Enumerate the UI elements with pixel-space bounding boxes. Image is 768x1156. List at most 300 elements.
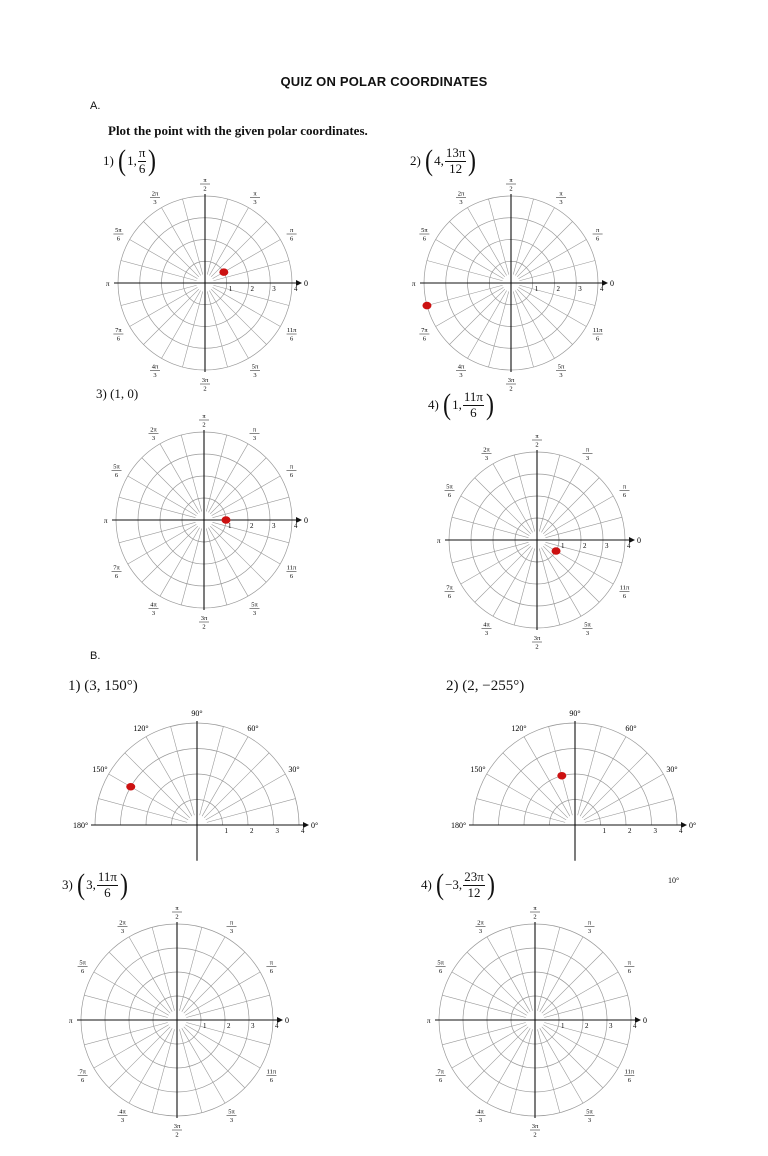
svg-text:2: 2 bbox=[509, 385, 513, 393]
degree-label: 120° bbox=[133, 724, 149, 734]
grid-spoke bbox=[580, 737, 626, 817]
svg-text:6: 6 bbox=[438, 1077, 443, 1084]
radian-label bbox=[227, 1108, 237, 1124]
svg-text:5π: 5π bbox=[113, 463, 120, 471]
radius-label: 2 bbox=[250, 285, 254, 293]
svg-text:5π: 5π bbox=[421, 227, 428, 234]
svg-text:3π: 3π bbox=[531, 1123, 539, 1130]
svg-text:6: 6 bbox=[80, 968, 85, 975]
radian-label bbox=[530, 1123, 540, 1139]
svg-text:6: 6 bbox=[422, 335, 427, 343]
grid-spoke bbox=[461, 496, 530, 536]
svg-text:2π: 2π bbox=[477, 919, 484, 927]
svg-text:6: 6 bbox=[269, 1077, 274, 1084]
svg-text:3π: 3π bbox=[173, 1123, 181, 1130]
svg-text:4π: 4π bbox=[151, 363, 159, 371]
radius-label: 2 bbox=[628, 827, 632, 835]
radius-label: 2 bbox=[250, 522, 254, 530]
radian-label bbox=[476, 1108, 486, 1124]
open-paren: ( bbox=[118, 144, 127, 177]
svg-text:7π: 7π bbox=[113, 564, 120, 572]
svg-text:6: 6 bbox=[289, 573, 294, 580]
svg-text:2: 2 bbox=[203, 385, 207, 393]
radius-label: 4 bbox=[633, 1022, 637, 1030]
grid-spoke bbox=[130, 240, 198, 279]
radian-label bbox=[532, 433, 542, 449]
svg-text:3: 3 bbox=[585, 629, 590, 637]
radian-label bbox=[199, 413, 209, 429]
svg-text:5π: 5π bbox=[557, 363, 565, 371]
problem-number: 1) bbox=[103, 153, 114, 168]
svg-text:π: π bbox=[202, 413, 206, 420]
svg-text:3: 3 bbox=[252, 435, 257, 443]
grid-spoke bbox=[545, 496, 614, 536]
svg-text:6: 6 bbox=[447, 593, 452, 600]
radius-label: 4 bbox=[301, 827, 305, 835]
radian-label bbox=[619, 585, 629, 601]
radius-value: 3, bbox=[86, 877, 96, 892]
svg-text:5π: 5π bbox=[115, 227, 122, 234]
svg-text:6: 6 bbox=[622, 492, 627, 499]
svg-text:3: 3 bbox=[151, 435, 156, 443]
grid-spoke bbox=[212, 476, 281, 516]
degree-label: 60° bbox=[625, 724, 637, 734]
svg-text:3π: 3π bbox=[507, 377, 515, 384]
grid-spoke bbox=[452, 1025, 527, 1068]
svg-text:2π: 2π bbox=[483, 446, 490, 454]
pi-label: π bbox=[437, 537, 441, 545]
plotted-point bbox=[219, 268, 228, 276]
svg-text:2: 2 bbox=[175, 913, 179, 921]
radian-label bbox=[112, 565, 122, 581]
zero-degree-label: 0° bbox=[311, 821, 319, 830]
coordinates-text: (3, 150°) bbox=[84, 678, 138, 694]
radian-label bbox=[118, 1108, 128, 1124]
close-paren: ) bbox=[486, 868, 495, 901]
grid-spoke bbox=[461, 544, 530, 584]
radian-label bbox=[78, 1069, 88, 1085]
problem-number: 3) bbox=[62, 877, 73, 892]
grid-spoke bbox=[182, 1028, 225, 1103]
radian-label bbox=[445, 585, 455, 601]
radian-label bbox=[619, 484, 629, 500]
pi-label: π bbox=[104, 517, 108, 525]
grid-spoke bbox=[468, 208, 507, 276]
pi-label: π bbox=[412, 280, 416, 288]
grid-spoke bbox=[130, 287, 198, 326]
radius-label: 1 bbox=[602, 827, 606, 835]
radian-label bbox=[456, 364, 466, 380]
radian-label bbox=[530, 905, 540, 921]
radian-label bbox=[113, 227, 123, 243]
one-eighty-label: 180° bbox=[451, 821, 467, 830]
svg-text:3: 3 bbox=[587, 928, 592, 936]
svg-text:6: 6 bbox=[116, 235, 121, 243]
plotted-point bbox=[422, 302, 431, 310]
svg-text:5π: 5π bbox=[228, 1108, 235, 1116]
polar-grid-a3 bbox=[76, 392, 332, 648]
problem-number: 2) bbox=[446, 678, 459, 694]
radius-label: 3 bbox=[272, 522, 276, 530]
plotted-point bbox=[222, 516, 231, 524]
grid-spoke bbox=[94, 1025, 169, 1068]
angle-fraction: $\frac{\pi}{6}$ bbox=[138, 145, 146, 176]
grid-spoke bbox=[487, 774, 567, 820]
radius-label: 4 bbox=[627, 542, 631, 550]
svg-text:π: π bbox=[203, 177, 207, 184]
svg-text:6: 6 bbox=[289, 335, 294, 343]
svg-text:7π: 7π bbox=[421, 327, 428, 334]
grid-spoke bbox=[584, 774, 664, 820]
radius-label: 1 bbox=[224, 827, 228, 835]
svg-text:2π: 2π bbox=[457, 190, 465, 198]
svg-text:11π: 11π bbox=[619, 584, 630, 592]
grid-spoke bbox=[162, 208, 201, 276]
radian-label bbox=[200, 377, 210, 393]
radius-label: 1 bbox=[561, 1022, 565, 1030]
svg-text:5π: 5π bbox=[446, 483, 453, 491]
radian-label bbox=[583, 621, 593, 637]
svg-text:2: 2 bbox=[533, 1131, 537, 1139]
grid-spoke bbox=[162, 291, 201, 359]
svg-text:π: π bbox=[627, 959, 632, 967]
radian-label bbox=[287, 327, 297, 343]
svg-text:π: π bbox=[175, 905, 179, 912]
svg-text:6: 6 bbox=[622, 593, 627, 600]
svg-text:3: 3 bbox=[229, 1116, 234, 1124]
svg-text:5π: 5π bbox=[251, 363, 259, 371]
radius-label: 4 bbox=[275, 1022, 279, 1030]
radius-label: 2 bbox=[250, 827, 254, 835]
radius-label: 1 bbox=[228, 522, 232, 530]
svg-text:7π: 7π bbox=[446, 584, 453, 592]
radius-label: 1 bbox=[203, 1022, 207, 1030]
radian-label bbox=[286, 565, 296, 581]
coordinates-text: (2, −255°) bbox=[462, 678, 525, 694]
plotted-point bbox=[126, 783, 135, 791]
radius-value: 1, bbox=[452, 397, 462, 412]
svg-text:4π: 4π bbox=[457, 363, 465, 371]
svg-text:3: 3 bbox=[484, 455, 489, 463]
zero-label: 0 bbox=[304, 516, 308, 525]
radian-label bbox=[199, 615, 209, 631]
svg-text:3: 3 bbox=[229, 928, 234, 936]
svg-text:π: π bbox=[252, 426, 257, 434]
svg-text:3: 3 bbox=[253, 372, 257, 380]
plotted-point bbox=[557, 772, 566, 780]
grid-spoke bbox=[541, 548, 581, 617]
degree-label: 90° bbox=[191, 709, 203, 718]
section-b-label: B. bbox=[90, 650, 101, 662]
radius-value: 1, bbox=[127, 153, 137, 168]
radian-label bbox=[436, 1069, 446, 1085]
radian-label bbox=[436, 960, 446, 976]
zero-label: 0 bbox=[643, 1016, 647, 1025]
radius-label: 3 bbox=[578, 285, 582, 293]
open-paren: ( bbox=[425, 144, 434, 177]
radius-label: 1 bbox=[561, 542, 565, 550]
svg-text:6: 6 bbox=[595, 335, 600, 343]
svg-text:π: π bbox=[585, 446, 590, 454]
grid-spoke bbox=[543, 972, 618, 1015]
radian-label bbox=[149, 427, 159, 443]
svg-text:2π: 2π bbox=[150, 426, 157, 434]
svg-text:π: π bbox=[622, 483, 627, 491]
open-paren: ( bbox=[436, 868, 445, 901]
grid-spoke bbox=[487, 937, 530, 1012]
angle-fraction: $\frac{13\pi}{12}$ bbox=[445, 145, 466, 176]
radian-label bbox=[112, 464, 122, 480]
radian-label bbox=[532, 635, 542, 651]
problem-number: 2) bbox=[410, 153, 421, 168]
grid-spoke bbox=[519, 240, 587, 279]
grid-spoke bbox=[487, 1028, 530, 1103]
coordinates-text: (1, 0) bbox=[110, 386, 139, 401]
svg-text:π: π bbox=[595, 227, 600, 234]
svg-text:7π: 7π bbox=[79, 1068, 86, 1076]
svg-text:2: 2 bbox=[535, 441, 539, 449]
grid-spoke bbox=[209, 291, 248, 359]
radius-label: 3 bbox=[275, 827, 279, 835]
svg-text:3: 3 bbox=[151, 609, 156, 617]
open-paren: ( bbox=[77, 868, 86, 901]
problem-number: 4) bbox=[428, 397, 439, 412]
one-eighty-label: 180° bbox=[73, 821, 89, 830]
radian-label bbox=[556, 190, 566, 206]
svg-text:2: 2 bbox=[202, 421, 206, 429]
degree-label: 60° bbox=[247, 724, 259, 734]
svg-text:11π: 11π bbox=[266, 1068, 277, 1076]
grid-spoke bbox=[541, 464, 581, 533]
grid-spoke bbox=[212, 524, 281, 564]
grid-spoke bbox=[540, 937, 583, 1012]
radian-label bbox=[585, 920, 595, 936]
svg-text:π: π bbox=[229, 919, 234, 927]
radian-label bbox=[172, 1123, 182, 1139]
pi-label: π bbox=[106, 280, 110, 288]
grid-spoke bbox=[436, 287, 504, 326]
grid-spoke bbox=[202, 737, 248, 817]
radian-label bbox=[482, 621, 492, 637]
radius-label: 4 bbox=[294, 522, 298, 530]
section-a-label: A. bbox=[90, 100, 101, 112]
radian-label bbox=[250, 427, 260, 443]
radius-label: 1 bbox=[534, 285, 539, 293]
svg-text:6: 6 bbox=[422, 235, 427, 243]
grid-spoke bbox=[540, 1028, 583, 1103]
radian-label bbox=[172, 905, 182, 921]
grid-spoke bbox=[160, 528, 200, 597]
svg-text:11π: 11π bbox=[286, 327, 297, 334]
radius-label: 4 bbox=[294, 285, 298, 293]
angle-fraction: $\frac{11\pi}{6}$ bbox=[463, 389, 483, 420]
radius-label: 2 bbox=[556, 285, 560, 293]
svg-text:π: π bbox=[289, 227, 294, 234]
polar-grid-a1 bbox=[78, 156, 332, 410]
grid-spoke bbox=[208, 444, 248, 513]
degree-label: 150° bbox=[92, 765, 108, 774]
grid-spoke bbox=[436, 240, 504, 279]
svg-text:4π: 4π bbox=[477, 1108, 484, 1116]
svg-text:π: π bbox=[253, 190, 257, 198]
svg-text:6: 6 bbox=[114, 472, 119, 479]
zero-label: 0 bbox=[610, 279, 614, 288]
grid-spoke bbox=[109, 774, 189, 820]
radian-label bbox=[482, 447, 492, 463]
radian-label bbox=[506, 377, 516, 393]
svg-text:4π: 4π bbox=[483, 621, 490, 629]
radius-label: 3 bbox=[251, 1022, 255, 1030]
svg-text:3: 3 bbox=[585, 455, 590, 463]
radian-label bbox=[585, 1108, 595, 1124]
polar-grid-b3 bbox=[41, 884, 313, 1156]
svg-text:2: 2 bbox=[509, 185, 513, 193]
degree-label: 120° bbox=[511, 724, 527, 734]
radian-label bbox=[286, 464, 296, 480]
svg-text:11π: 11π bbox=[592, 327, 603, 334]
svg-text:4π: 4π bbox=[150, 601, 157, 609]
svg-text:π: π bbox=[533, 905, 537, 912]
grid-spoke bbox=[493, 548, 533, 617]
svg-text:3: 3 bbox=[478, 928, 483, 936]
radius-label: 4 bbox=[600, 285, 604, 293]
radian-label bbox=[250, 601, 260, 617]
zero-label: 0 bbox=[304, 279, 308, 288]
svg-text:3: 3 bbox=[253, 198, 257, 206]
svg-text:3: 3 bbox=[559, 198, 563, 206]
svg-text:π: π bbox=[535, 433, 539, 440]
svg-text:6: 6 bbox=[289, 235, 294, 243]
svg-text:5π: 5π bbox=[584, 621, 591, 629]
svg-text:3: 3 bbox=[459, 372, 463, 380]
svg-text:2: 2 bbox=[175, 1131, 179, 1139]
degree-label: 150° bbox=[470, 765, 486, 774]
radian-label bbox=[150, 364, 160, 380]
svg-text:6: 6 bbox=[289, 472, 294, 479]
svg-text:π: π bbox=[289, 463, 294, 471]
problem-number: 1) bbox=[68, 678, 81, 694]
radian-label bbox=[118, 920, 128, 936]
grid-spoke bbox=[128, 524, 197, 564]
radian-label bbox=[227, 920, 237, 936]
radian-label bbox=[419, 327, 429, 343]
grid-spoke bbox=[452, 972, 527, 1015]
radian-label bbox=[624, 1069, 634, 1085]
radian-label bbox=[113, 327, 123, 343]
svg-text:3: 3 bbox=[153, 198, 157, 206]
page-title: QUIZ ON POLAR COORDINATES bbox=[280, 74, 488, 89]
svg-text:7π: 7π bbox=[437, 1068, 444, 1076]
svg-text:3: 3 bbox=[153, 372, 157, 380]
grid-spoke bbox=[182, 937, 225, 1012]
svg-text:5π: 5π bbox=[586, 1108, 593, 1116]
grid-spoke bbox=[185, 1025, 260, 1068]
svg-text:2π: 2π bbox=[151, 190, 159, 198]
radius-label: 1 bbox=[228, 285, 233, 293]
grid-spoke bbox=[128, 476, 197, 516]
degree-label: 30° bbox=[666, 765, 678, 774]
svg-text:2: 2 bbox=[533, 913, 537, 921]
radian-label bbox=[266, 960, 276, 976]
radian-label bbox=[150, 190, 160, 206]
radius-label: 3 bbox=[605, 542, 609, 550]
svg-text:π: π bbox=[559, 190, 563, 198]
radian-label bbox=[476, 920, 486, 936]
zero-degree-label: 0° bbox=[689, 821, 697, 830]
radian-label bbox=[506, 177, 516, 193]
grid-spoke bbox=[209, 208, 248, 276]
svg-text:3: 3 bbox=[478, 1116, 483, 1124]
polar-grid-a2 bbox=[384, 156, 638, 410]
radian-label bbox=[593, 227, 603, 243]
zero-label: 0 bbox=[285, 1016, 289, 1025]
grid-spoke bbox=[493, 464, 533, 533]
svg-text:2π: 2π bbox=[119, 919, 126, 927]
instruction-text: Plot the point with the given polar coordinates. bbox=[108, 123, 368, 138]
grid-spoke bbox=[543, 1025, 618, 1068]
svg-text:3: 3 bbox=[120, 928, 125, 936]
svg-text:2: 2 bbox=[203, 185, 207, 193]
open-paren: ( bbox=[443, 388, 452, 421]
radian-label bbox=[456, 190, 466, 206]
svg-text:3: 3 bbox=[252, 609, 257, 617]
polar-grid-b4 bbox=[399, 884, 671, 1156]
svg-text:π: π bbox=[587, 919, 592, 927]
grid-spoke bbox=[129, 1028, 172, 1103]
radius-label: 4 bbox=[679, 827, 683, 835]
svg-text:π: π bbox=[269, 959, 274, 967]
grid-spoke bbox=[94, 972, 169, 1015]
svg-text:6: 6 bbox=[627, 1077, 632, 1084]
svg-text:6: 6 bbox=[114, 573, 119, 580]
grid-spoke bbox=[515, 291, 554, 359]
svg-text:5π: 5π bbox=[251, 601, 258, 609]
svg-text:6: 6 bbox=[438, 968, 443, 975]
angle-fraction: $\frac{11\pi}{6}$ bbox=[97, 869, 117, 900]
plotted-point bbox=[552, 547, 561, 555]
svg-text:11π: 11π bbox=[286, 564, 297, 572]
grid-spoke bbox=[468, 291, 507, 359]
svg-text:3: 3 bbox=[559, 372, 563, 380]
close-paren: ) bbox=[119, 868, 128, 901]
radian-label bbox=[593, 327, 603, 343]
svg-text:4π: 4π bbox=[119, 1108, 126, 1116]
svg-text:5π: 5π bbox=[437, 959, 444, 967]
radian-label bbox=[200, 177, 210, 193]
zero-label: 0 bbox=[637, 536, 641, 545]
svg-text:6: 6 bbox=[80, 1077, 85, 1084]
radian-label bbox=[583, 447, 593, 463]
svg-text:5π: 5π bbox=[79, 959, 86, 967]
svg-text:2: 2 bbox=[535, 643, 539, 651]
svg-text:3: 3 bbox=[120, 1116, 125, 1124]
svg-text:6: 6 bbox=[116, 335, 121, 343]
close-paren: ) bbox=[485, 388, 494, 421]
grid-spoke bbox=[160, 444, 200, 513]
grid-spoke bbox=[185, 972, 260, 1015]
pi-label: π bbox=[69, 1017, 73, 1025]
radian-label bbox=[445, 484, 455, 500]
radius-label: 2 bbox=[227, 1022, 231, 1030]
problem-number: 4) bbox=[421, 877, 432, 892]
svg-text:π: π bbox=[509, 177, 513, 184]
radian-label bbox=[556, 364, 566, 380]
radius-value: 4, bbox=[434, 153, 444, 168]
svg-text:2: 2 bbox=[202, 623, 206, 631]
svg-text:6: 6 bbox=[269, 968, 274, 975]
radian-label bbox=[266, 1069, 276, 1085]
radius-value: −3, bbox=[445, 877, 463, 892]
